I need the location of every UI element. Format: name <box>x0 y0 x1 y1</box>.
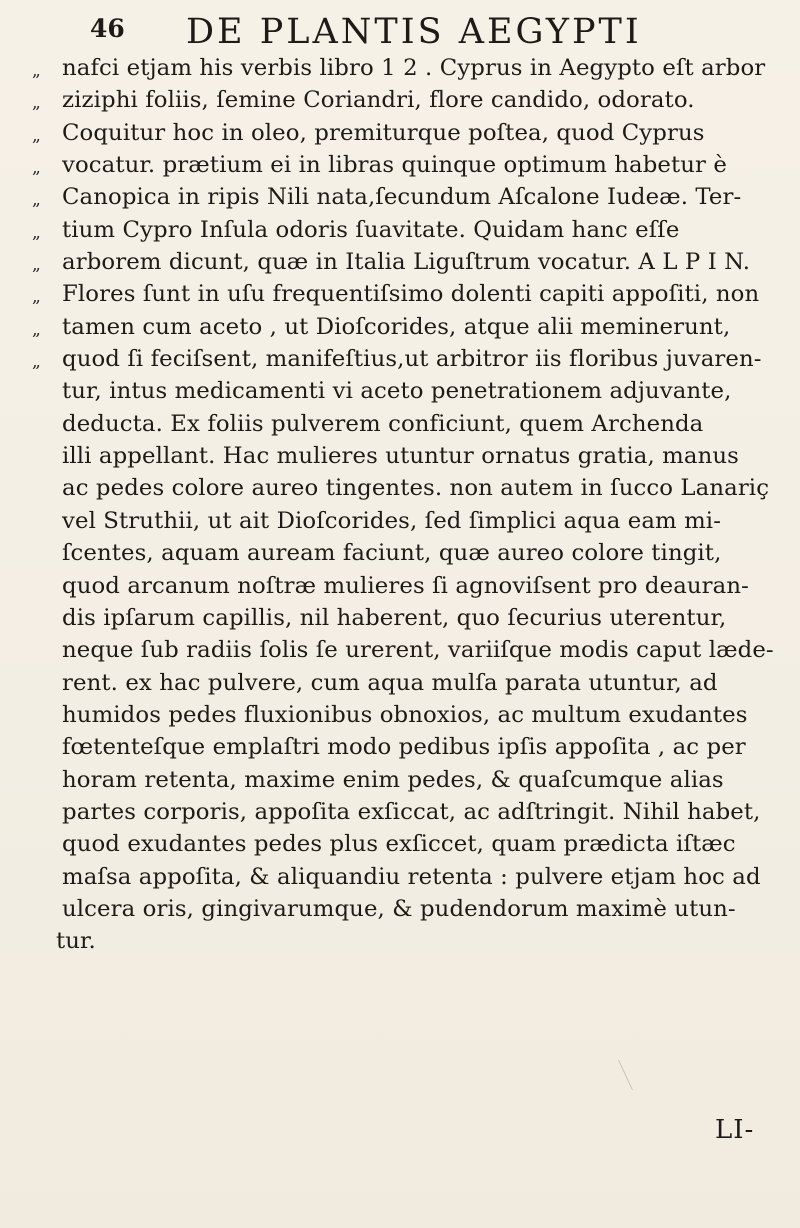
line-text: horam retenta, maxime enim pedes, & quaſcumque alias <box>62 766 724 793</box>
text-line <box>56 764 776 796</box>
text-line <box>56 861 776 893</box>
text-line <box>56 634 776 666</box>
text-line <box>56 828 776 860</box>
quotation-marker: „ <box>32 158 41 179</box>
line-text: fœtenteſque emplaſtri modo pedibus ipſis appoſita , ac per <box>62 734 746 761</box>
quotation-marker: „ <box>32 352 41 373</box>
line-text: vel Struthii, ut ait Dioſcorides, ſed ſimplici aqua eam mi- <box>62 507 722 534</box>
text-line <box>32 149 776 181</box>
page-number: 46 <box>90 14 125 43</box>
quotation-marker: „ <box>32 125 41 146</box>
text-line <box>56 731 776 763</box>
line-text: dis ipſarum capillis, nil haberent, quo ſecurius uterentur, <box>62 604 727 631</box>
text-line <box>56 375 776 407</box>
page-header <box>82 12 682 52</box>
main-text <box>32 52 776 958</box>
line-text: Flores ſunt in uſu frequentiſsimo dolenti capiti appoſiti, non <box>62 281 760 308</box>
line-text: quod ſi feciſsent, manifeſtius,ut arbitror iis floribus juvaren- <box>62 346 762 373</box>
text-line <box>56 796 776 828</box>
line-text: quod arcanum noſtræ mulieres ſi agnoviſsent pro deauran- <box>62 572 749 599</box>
line-text: neque ſub radiis ſolis ſe urerent, variiſque modis caput læde- <box>62 637 774 664</box>
text-line <box>32 214 776 246</box>
text-line <box>56 893 776 925</box>
quotation-marker: „ <box>32 287 41 308</box>
line-text: deducta. Ex foliis pulverem conficiunt, quem Archenda <box>62 410 704 437</box>
line-text: tium Cypro Inſula odoris ſuavitate. Quidam hanc eſſe <box>62 216 680 243</box>
text-line <box>56 472 776 504</box>
paper-mark <box>600 1060 633 1090</box>
quotation-marker: „ <box>32 93 41 114</box>
line-text: illi appellant. Hac mulieres utuntur ornatus gratia, manus <box>62 443 739 470</box>
quotation-marker: „ <box>32 61 41 81</box>
text-line <box>32 311 776 343</box>
text-line <box>56 699 776 731</box>
line-text: ulcera oris, gingivarumque, & pudendorum maximè utun- <box>62 895 736 922</box>
text-line <box>56 602 776 634</box>
text-line <box>32 246 776 278</box>
text-line <box>56 570 776 602</box>
line-text: maſsa appoſita, & aliquandiu retenta : pulvere etjam hoc ad <box>62 863 761 890</box>
text-line <box>56 408 776 440</box>
text-line <box>56 537 776 569</box>
line-text: ſcentes, aquam auream faciunt, quæ aureo colore tingit, <box>62 540 722 567</box>
text-line <box>32 84 776 116</box>
quotation-marker: „ <box>32 190 41 211</box>
quotation-marker: „ <box>32 255 41 276</box>
line-text: Coquitur hoc in oleo, premiturque poſtea, quod Cyprus <box>62 119 705 146</box>
line-text: vocatur. prætium ei in libras quinque optimum habetur è <box>62 152 727 179</box>
line-text: rent. ex hac pulvere, cum aqua mulſa parata utuntur, ad <box>62 669 718 696</box>
text-line <box>56 505 776 537</box>
text-line <box>32 117 776 149</box>
catchword: LI- <box>715 1115 755 1145</box>
line-text: humidos pedes fluxionibus obnoxios, ac multum exudantes <box>62 701 748 728</box>
text-line <box>56 667 776 699</box>
text-line <box>56 440 776 472</box>
quotation-marker: „ <box>32 319 41 340</box>
line-text: quod exudantes pedes plus exſiccet, quam prædicta iſtæc <box>62 831 736 858</box>
line-text: tur. <box>56 928 96 955</box>
line-text: ac pedes colore aureo tingentes. non autem in ſucco Lanariç <box>62 475 770 502</box>
line-text: tamen cum aceto , ut Dioſcorides, atque alii meminerunt, <box>62 313 731 340</box>
line-text: nafci etjam his verbis libro 1 2 . Cyprus in Aegypto eſt arbor <box>62 55 766 81</box>
text-line <box>56 925 776 957</box>
running-title: DE PLANTIS AEGYPTI <box>186 12 642 52</box>
text-line <box>32 343 776 375</box>
text-line <box>32 181 776 213</box>
line-text: ziziphi foliis, ſemine Coriandri, flore candido, odorato. <box>62 87 695 114</box>
line-text: tur, intus medicamenti vi aceto penetrationem adjuvante, <box>62 378 732 405</box>
line-text: arborem dicunt, quæ in Italia Liguſtrum vocatur. A L P I N. <box>62 249 751 276</box>
quotation-marker: „ <box>32 222 41 243</box>
line-text: Canopica in ripis Nili nata,ſecundum Aſcalone Iudeæ. Ter- <box>62 184 742 211</box>
line-text: partes corporis, appoſita exſiccat, ac adſtringit. Nihil habet, <box>62 798 761 825</box>
text-line <box>32 52 776 84</box>
text-line <box>32 278 776 310</box>
